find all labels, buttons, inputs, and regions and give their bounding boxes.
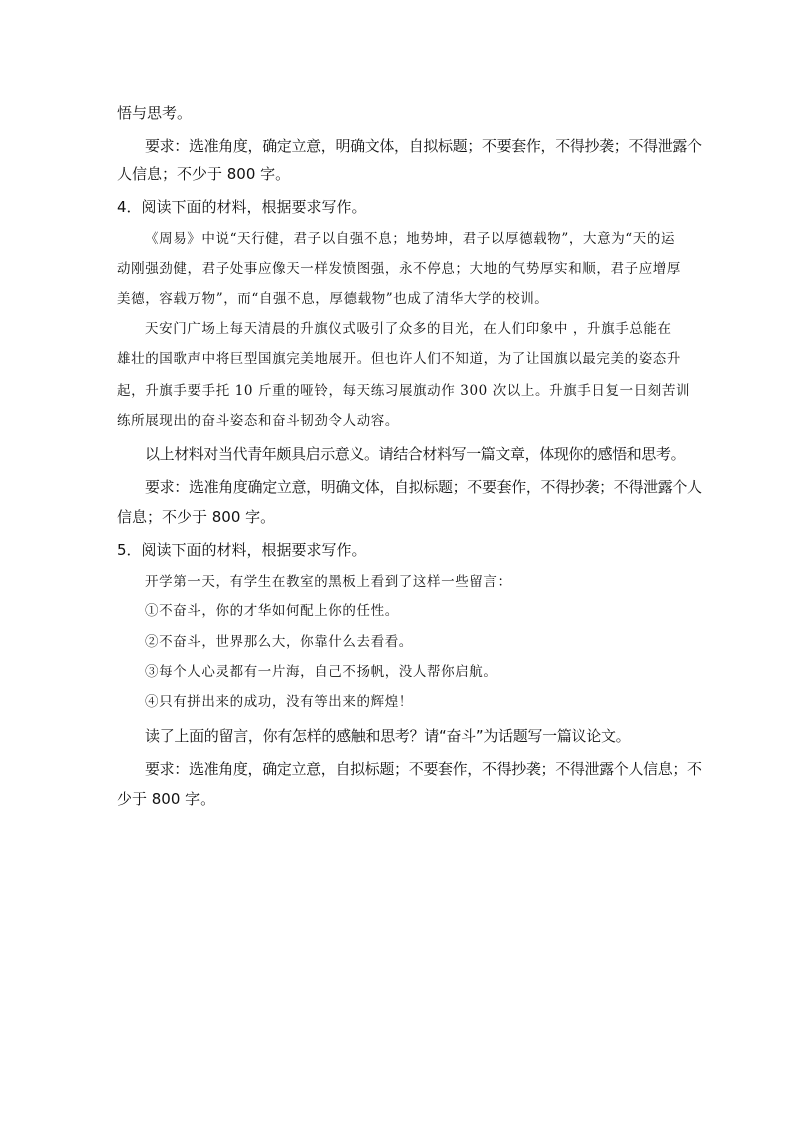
q5-heading: 5．阅读下面的材料，根据要求写作。 [117,541,367,559]
q4-material-para2-line1: 天安门广场上每天清晨的升旗仪式吸引了众多的目光，在人们印象中 ，升旗手总能在 [145,321,672,337]
q5-material-intro: 开学第一天，有学生在教室的黑板上看到了这样一些留言： [145,574,512,590]
q5-requirement-cont: 少于 800 字。 [117,790,216,808]
carry-over-text: 悟与思考。 [117,104,193,122]
q5-prompt: 读了上面的留言，你有怎样的感触和思考？请“奋斗”为话题写一篇议论文。 [145,727,631,745]
q4-material-para1-line3: 美德，容载万物”，而“自强不息，厚德载物”也成了清华大学的校训。 [117,291,549,307]
q5-message-4: ④只有拼出来的成功，没有等出来的辉煌！ [145,694,413,710]
q5-message-1: ①不奋斗，你的才华如何配上你的任性。 [145,603,399,619]
q4-material-para1-line1: 《周易》中说“天行健，君子以自强不息；地势坤，君子以厚德载物”，大意为“天的运 [145,231,676,247]
q4-material-para2-line4: 练所展现出的奋斗姿态和奋斗韧劲令人动容。 [117,413,399,429]
q4-heading: 4．阅读下面的材料，根据要求写作。 [117,198,367,216]
q5-message-2: ②不奋斗，世界那么大，你靠什么去看看。 [145,634,413,650]
carry-over-requirement: 要求：选准角度，确定立意，明确文体，自拟标题；不要套作，不得抄袭；不得泄露个 [145,137,702,155]
q4-material-para1-line2: 动刚强劲健，君子处事应像天一样发愤图强，永不停息；大地的气势厚实和顺，君子应增厚 [117,261,681,277]
q4-requirement-cont: 信息；不少于 800 字。 [117,508,276,526]
q5-message-3: ③每个人心灵都有一片海，自己不扬帆，没人帮你启航。 [145,664,498,680]
q4-material-para2-line3: 起，升旗手要手托 10 斤重的哑铃，每天练习展旗动作 300 次以上。升旗手日复一日刻苦训 [117,383,691,399]
q5-requirement: 要求：选准角度，确定立意，自拟标题；不要套作，不得抄袭；不得泄露个人信息；不 [145,760,702,778]
q4-material-para2-line2: 雄壮的国歌声中将巨型国旗完美地展开。但也许人们不知道，为了让国旗以最完美的姿态升 [117,351,681,367]
carry-over-requirement-cont: 人信息；不少于 800 字。 [117,165,291,183]
q4-requirement: 要求：选准角度确定立意，明确文体，自拟标题；不要套作，不得抄袭；不得泄露个人 [145,478,702,496]
q4-prompt: 以上材料对当代青年颇具启示意义。请结合材料写一篇文章，体现你的感悟和思考。 [145,445,686,463]
